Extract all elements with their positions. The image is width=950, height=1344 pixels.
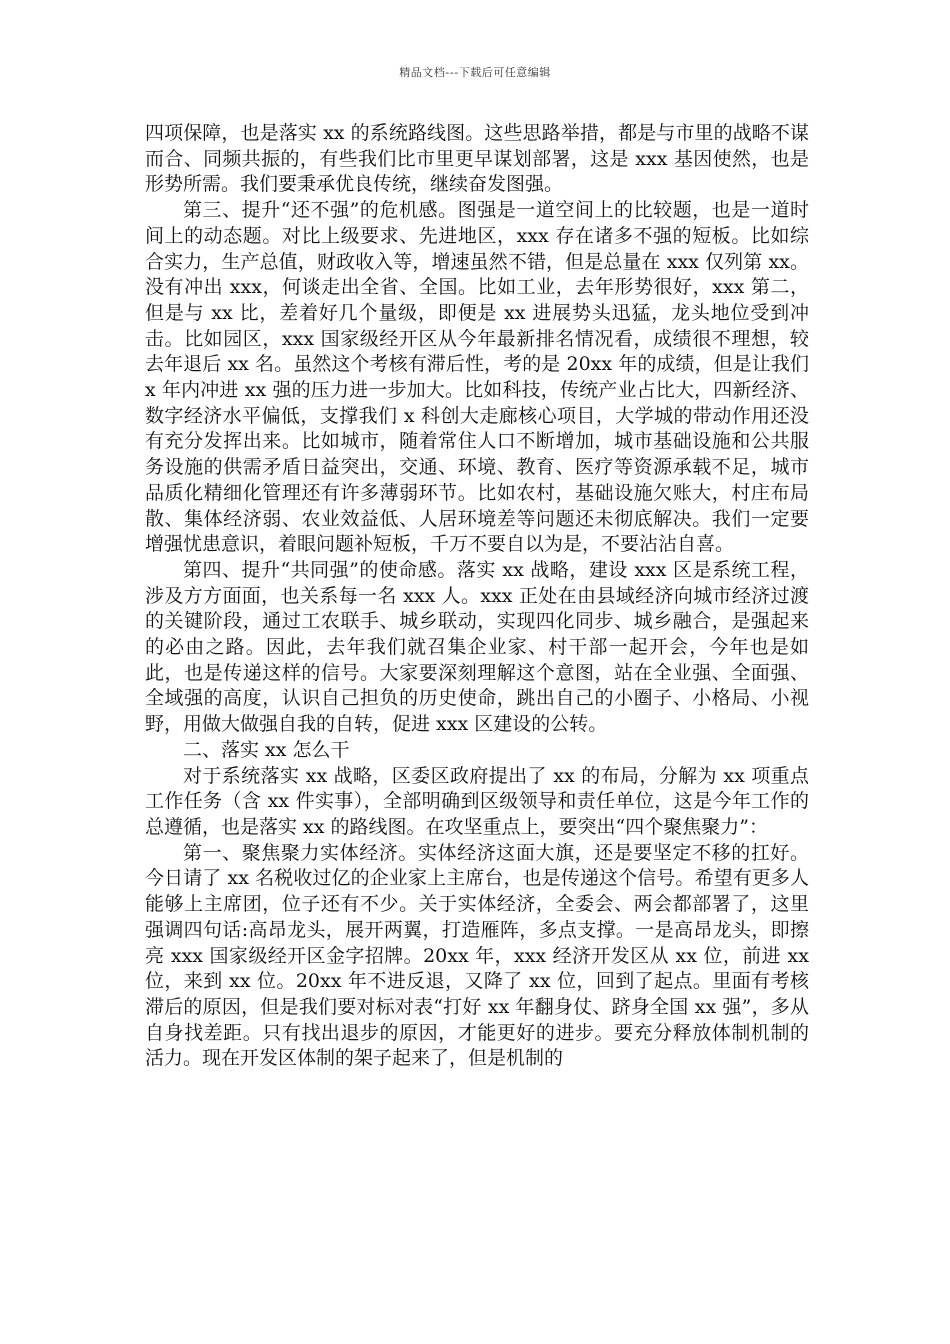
paragraph-3: 第四、提升“共同强”的使命感。落实 xx 战略，建设 xxx 区是系统工程，涉及方方面面，也关系每一名 xxx 人。xxx 正处在由县域经济向城市经济过渡的关键阶段，通过工农联手、城乡联动，实现四化同步、城乡融合，是强起来的必由之路。因此，去年我们就召集企业家、村干部一起开会，今年也是如此，也是传递这样的信号。大家要深刻理解这个意图，站在全业强、全面强、全域强的高度，认识自己担负的历史使命，跳出自己的小圈子、小格局、小视野，用做大做强自我的自转，促进 xxx 区建设的公转。 [145,558,809,736]
document-body [145,121,809,1072]
paragraph-4: 对于系统落实 xx 战略，区委区政府提出了 xx 的布局，分解为 xx 项重点工作任务（含 xx 件实事），全部明确到区级领导和责任单位，这是今年工作的总遵循，也是落实 xx 的路线图。在攻坚重点上，要突出“四个聚焦聚力”： [145,764,809,838]
page-header-note: 精品文档---下载后可任意编辑 [399,66,551,79]
paragraph-5: 第一、聚焦聚力实体经济。实体经济这面大旗，还是要坚定不移的扛好。今日请了 xx 名税收过亿的企业家上主席台，也是传递这个信号。希望有更多人能够上主席团，位子还有不少。关于实体经济，全委会、两会都部署了，这里强调四句话:高昂龙头，展开两翼，打造雁阵，多点支撑。一是高昂龙头，即擦亮 xxx 国家级经开区金字招牌。20xx 年，xxx 经济开发区从 xx 位，前进 xx 位，来到 xx 位。20xx 年不进反退，又降了 xx 位，回到了起点。里面有考核滞后的原因，但是我们要对标对表“打好 xx 年翻身仗、跻身全国 xx 强”，多从自身找差距。只有找出退步的原因，才能更好的进步。要充分释放体制机制的活力。现在开发区体制的架子起来了，但是机制的 [145,841,809,1070]
section-heading: 二、落实 xx 怎么干 [183,738,350,761]
paragraph-1: 四项保障，也是落实 xx 的系统路线图。这些思路举措，都是与市里的战略不谋而合、同频共振的，有些我们比市里更早谋划部署，这是 xxx 基因使然，也是形势所需。我们要秉承优良传统，继续奋发图强。 [145,122,809,196]
paragraph-2: 第三、提升“还不强”的危机感。图强是一道空间上的比较题，也是一道时间上的动态题。对比上级要求、先进地区，xxx 存在诸多不强的短板。比如综合实力，生产总值，财政收入等，增速虽然不错，但是总量在 xxx 仅列第 xx。没有冲出 xxx，何谈走出全省、全国。比如工业，去年形势很好，xxx 第二，但是与 xx 比，差着好几个量级，即便是 xx 进展势头迅猛，龙头地位受到冲击。比如园区，xxx 国家级经开区从今年最新排名情况看，成绩很不理想，较去年退后 xx 名。虽然这个考核有滞后性，考的是 20xx 年的成绩，但是让我们 x 年内冲进 xx 强的压力进一步加大。比如科技，传统产业占比大，四新经济、数字经济水平偏低，支撑我们 x 科创大走廊核心项目，大学城的带动作用还没有充分发挥出来。比如城市，随着常住人口不断增加，城市基础设施和公共服务设施的供需矛盾日益突出，交通、环境、教育、医疗等资源承载不足，城市品质化精细化管理还有许多薄弱环节。比如农村，基础设施欠账大，村庄布局散、集体经济弱、农业效益低、人居环境差等问题还未彻底解决。我们一定要增强忧患意识，着眼问题补短板，千万不要自以为是，不要沾沾自喜。 [145,199,809,556]
